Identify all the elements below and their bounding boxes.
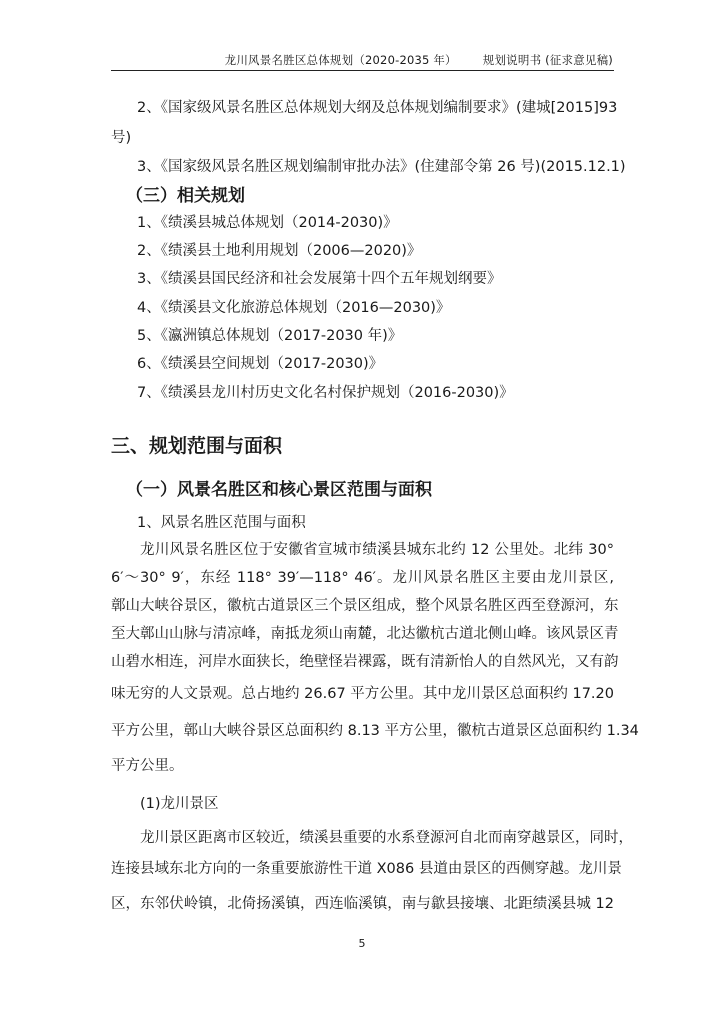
reference-item: 2、《国家级风景名胜区总体规划大纲及总体规划编制要求》(建城[2015]93: [137, 100, 618, 116]
section-heading: （三）相关规划: [126, 186, 245, 206]
paragraph-line: 龙川风景名胜区位于安徽省宣城市绩溪县城东北约 12 公里处。北纬 30°: [140, 542, 614, 558]
plan-item: 6、《绩溪县空间规划（2017-2030)》: [137, 356, 384, 372]
plan-item: 7、《绩溪县龙川村历史文化名村保护规划（2016-2030)》: [137, 385, 514, 401]
paragraph-line: 山碧水相连，河岸水面狭长，绝壁怪岩裸露，既有清新怡人的自然风光，又有韵: [111, 654, 619, 670]
reference-item: 3、《国家级风景名胜区规划编制审批办法》(住建部令第 26 号)(2015.12.1): [137, 159, 626, 175]
page-number: 5: [358, 937, 366, 950]
paragraph-line: 6′～30° 9′，东经 118° 39′—118° 46′。龙川风景名胜区主要由龙川景区,: [111, 570, 614, 586]
plan-item: 1、《绩溪县城总体规划（2014-2030)》: [137, 215, 398, 231]
header-divider: [111, 70, 614, 71]
item-heading: 1、风景名胜区范围与面积: [137, 515, 306, 531]
paragraph-line: 区，东邻伏岭镇，北倚扬溪镇，西连临溪镇，南与歙县接壤、北距绩溪县城 12: [111, 896, 614, 912]
chapter-heading: 三、规划范围与面积: [111, 435, 283, 457]
paragraph-line: 至大鄣山山脉与清凉峰，南抵龙须山南麓，北达徽杭古道北侧山峰。该风景区青: [111, 626, 619, 642]
page-header: [111, 52, 613, 68]
plan-item: 4、《绩溪县文化旅游总体规划（2016—2030)》: [137, 300, 451, 316]
subsection-heading: （一）风景名胜区和核心景区范围与面积: [126, 480, 432, 500]
plan-item: 2、《绩溪县土地利用规划（2006—2020)》: [137, 243, 422, 259]
header-title: 龙川风景名胜区总体规划（2020-2035 年）: [224, 53, 457, 67]
paragraph-line: 连接县域东北方向的一条重要旅游性干道 X086 县道由景区的西侧穿越。龙川景: [111, 861, 622, 877]
reference-item-continued: 号): [111, 130, 132, 146]
paragraph-line: 龙川景区距离市区较近，绩溪县重要的水系登源河自北而南穿越景区，同时，: [140, 830, 633, 846]
plan-item: 3、《绩溪县国民经济和社会发展第十四个五年规划纲要》: [137, 271, 502, 287]
header-doc-type: 规划说明书 (征求意见稿): [482, 53, 613, 67]
paragraph-line: 味无穷的人文景观。总占地约 26.67 平方公里。其中龙川景区总面积约 17.20: [111, 686, 614, 702]
sub-item-heading: (1)龙川景区: [140, 796, 219, 812]
paragraph-line: 平方公里。: [111, 758, 184, 774]
paragraph-line: 平方公里，鄣山大峡谷景区总面积约 8.13 平方公里，徽杭古道景区总面积约 1.34: [111, 723, 639, 739]
paragraph-line: 鄣山大峡谷景区，徽杭古道景区三个景区组成，整个风景名胜区西至登源河，东: [111, 598, 619, 614]
plan-item: 5、《瀛洲镇总体规划（2017-2030 年)》: [137, 328, 403, 344]
